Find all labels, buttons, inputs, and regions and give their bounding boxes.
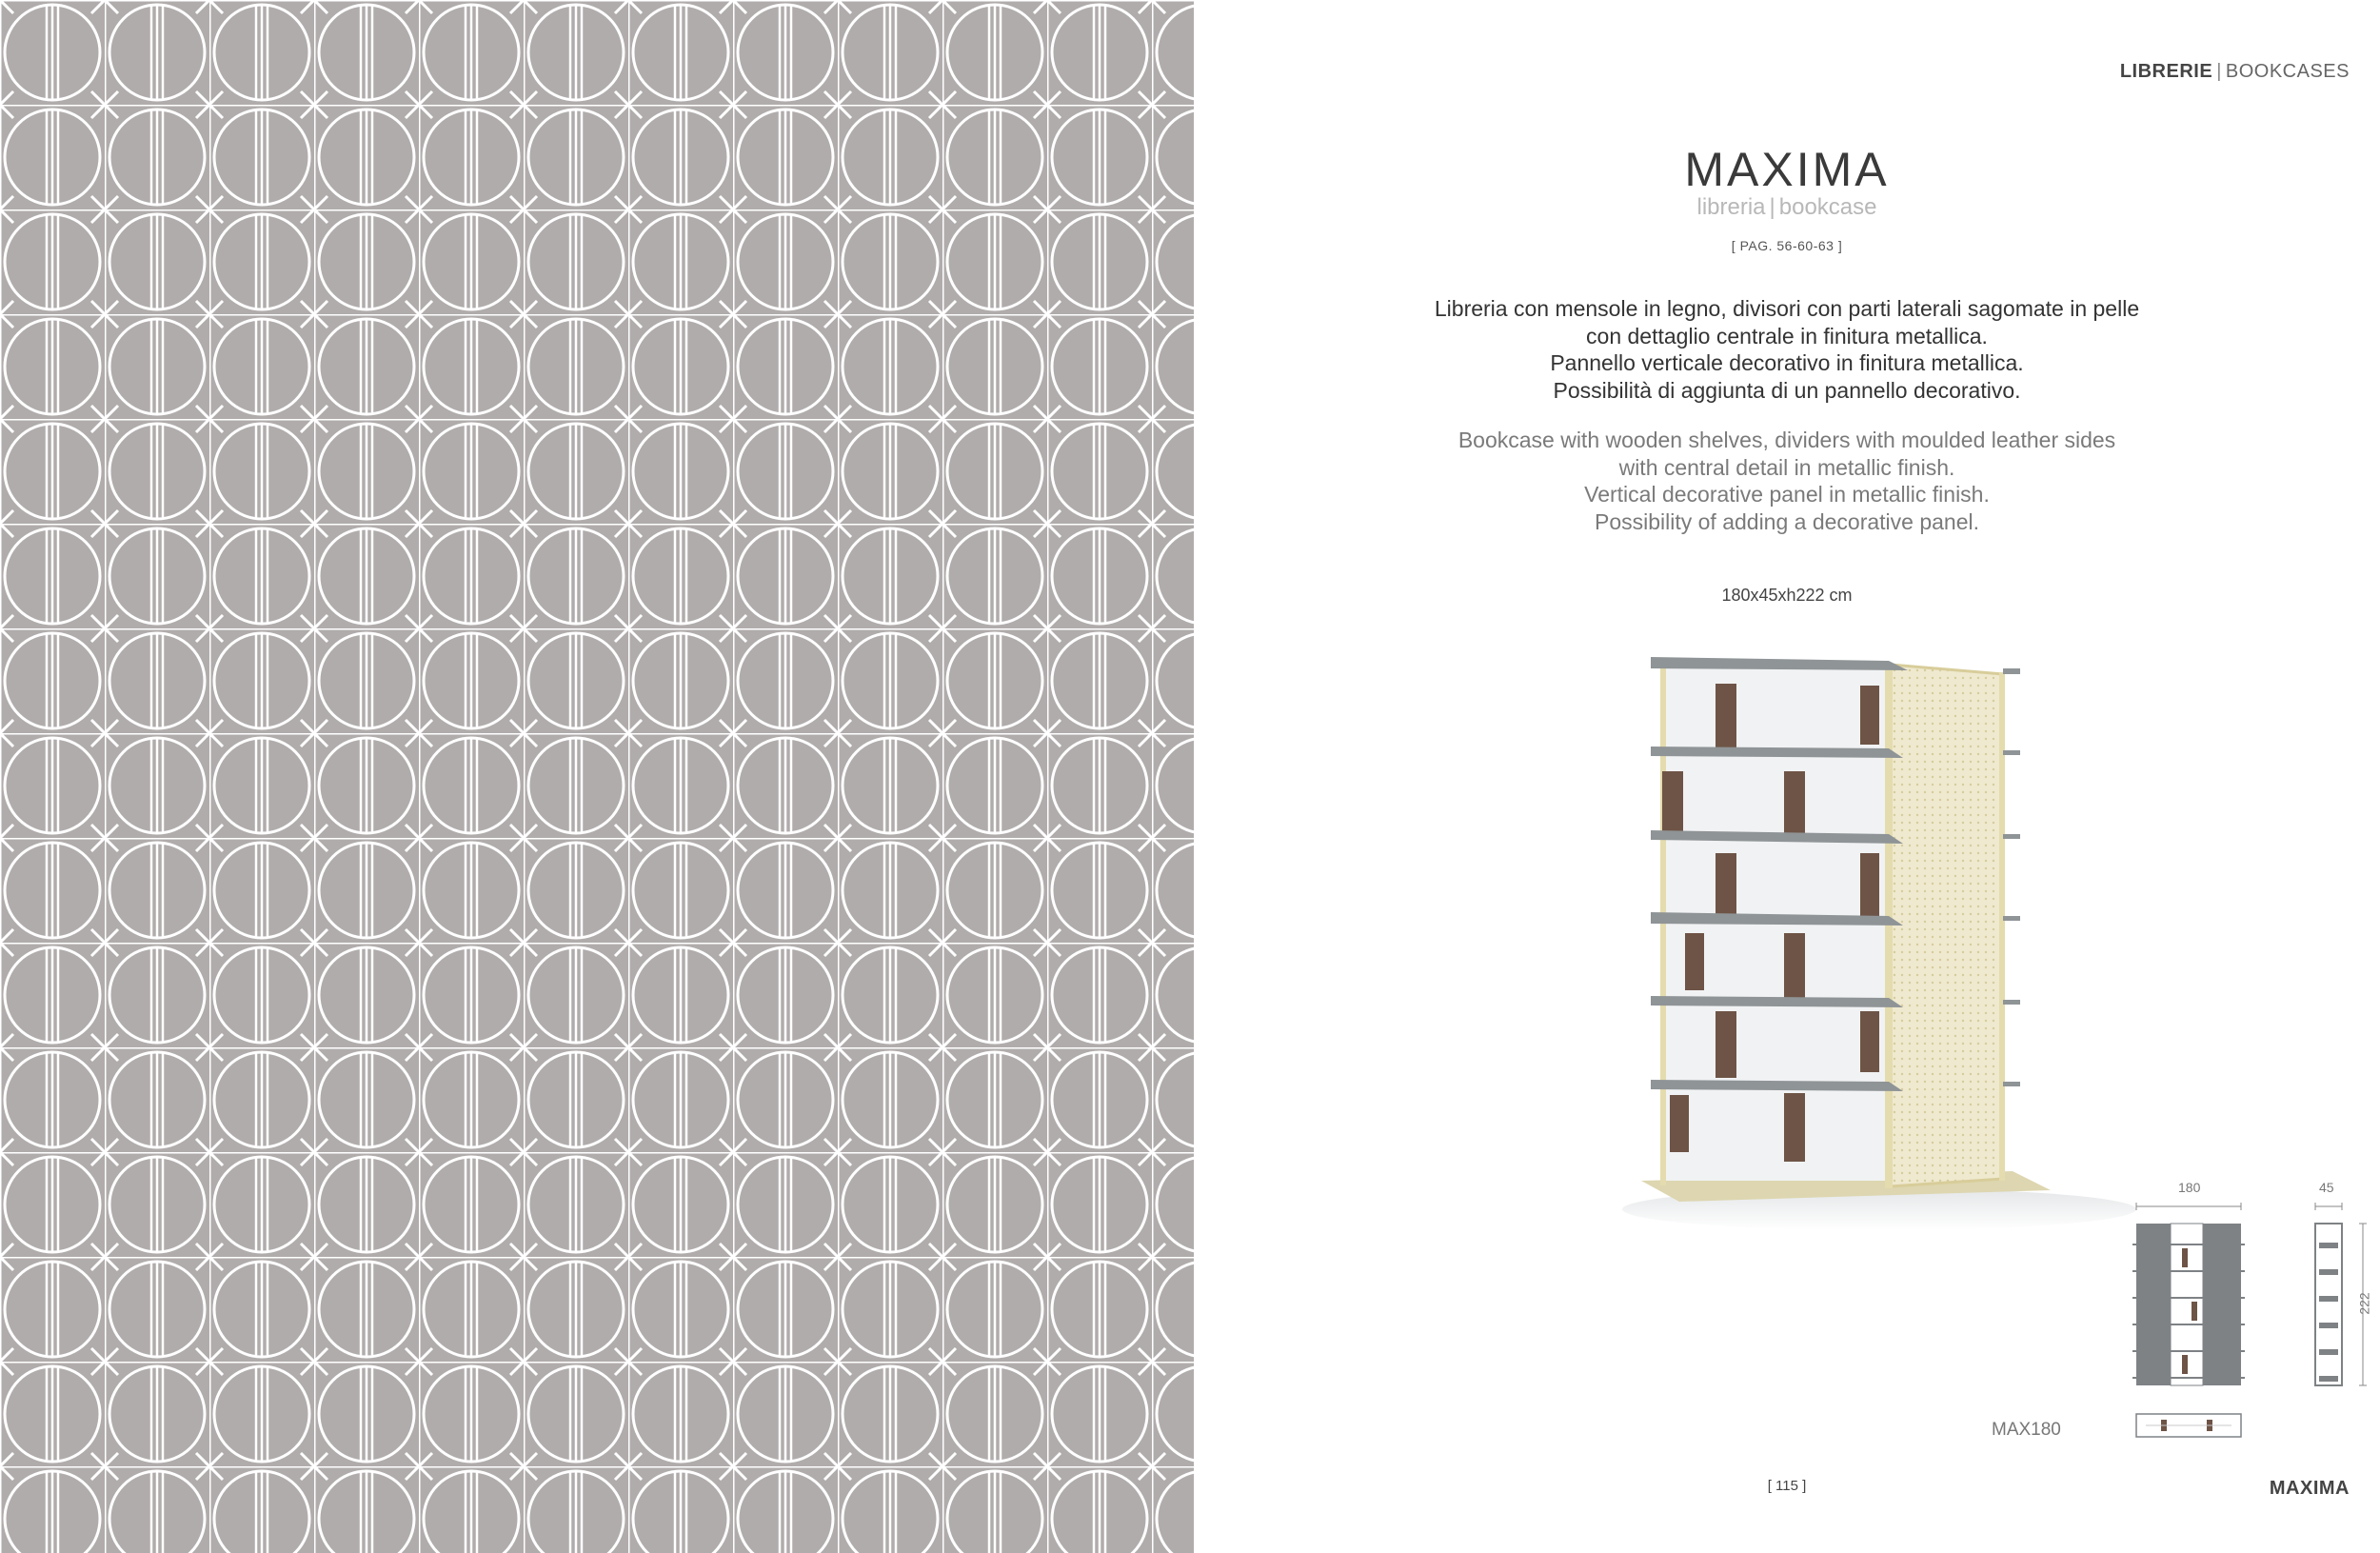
description-line: Pannello verticale decorativo in finitura metallica. <box>1550 350 2024 375</box>
title-block <box>1194 143 2380 253</box>
height-dimension-label: 222 <box>2356 1292 2372 1315</box>
description-line: Vertical decorative panel in metallic finish. <box>1584 482 1990 507</box>
description-italian <box>1194 295 2380 404</box>
section-label <box>2120 61 2350 83</box>
description-line: with central detail in metallic finish. <box>1618 454 1955 480</box>
description-line: Bookcase with wooden shelves, dividers with moulded leather sides <box>1458 428 2116 452</box>
product-title: MAXIMA <box>1684 143 1890 196</box>
subtitle-separator: | <box>1769 194 1775 220</box>
bookcase-render <box>1594 628 2260 1257</box>
section-separator: | <box>2216 61 2222 82</box>
depth-dimension-label: 45 <box>2319 1180 2334 1195</box>
width-dimension-label: 180 <box>2178 1180 2201 1195</box>
subtitle-italian: libreria <box>1696 194 1766 220</box>
section-label-english: BOOKCASES <box>2225 61 2350 82</box>
catalogue-page <box>1194 0 2380 1553</box>
product-subtitle <box>1194 194 2380 221</box>
dimensions-label: 180x45xh222 cm <box>1721 586 1853 605</box>
description-english <box>1194 427 2380 535</box>
page-number: [ 115 ] <box>1767 1478 1807 1494</box>
description-line: Libreria con mensole in legno, divisori con parti laterali sagomate in pelle <box>1434 296 2140 321</box>
description-line: Possibility of adding a decorative panel. <box>1594 508 1980 534</box>
subtitle-english: bookcase <box>1778 194 1877 220</box>
description-line: Possibilità di aggiunta di un pannello decorativo. <box>1553 377 2021 403</box>
technical-drawing-image <box>2108 1176 2374 1452</box>
model-code: MAX180 <box>1992 1420 2061 1440</box>
technical-drawing <box>2108 1176 2374 1452</box>
page-references: [ PAG. 56-60-63 ] <box>1731 238 1843 253</box>
bookcase-render-image <box>1594 628 2260 1257</box>
description-line: con dettaglio centrale in finitura metallica. <box>1586 323 1988 348</box>
footer-product-name: MAXIMA <box>2269 1478 2350 1499</box>
section-label-italian: LIBRERIE <box>2119 61 2213 82</box>
